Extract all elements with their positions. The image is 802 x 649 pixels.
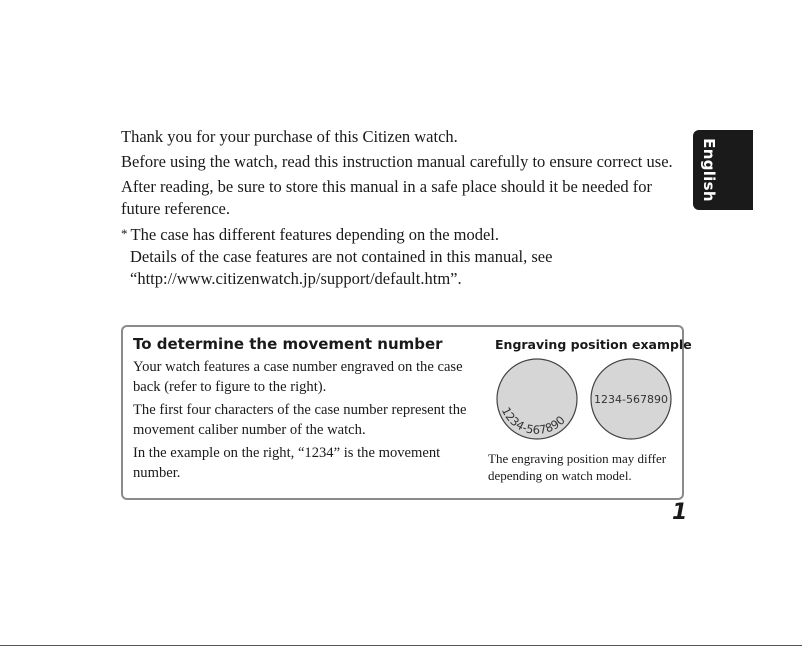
engraving-figure xyxy=(493,353,683,443)
movement-box-para-2: The first four characters of the case number represent the movement caliber number of the watch. xyxy=(133,402,467,438)
note-line-2: Details of the case features are not contained in this manual, see xyxy=(130,247,553,266)
case-features-note xyxy=(121,223,681,246)
movement-number-box xyxy=(121,325,692,500)
movement-box-para-3: In the example on the right, “1234” is the movement number. xyxy=(133,445,441,481)
note-asterisk: * xyxy=(121,226,128,241)
movement-box-title: To determine the movement number xyxy=(133,335,443,353)
language-tab-label: English xyxy=(700,138,718,202)
intro-text xyxy=(121,126,681,290)
page-number: 1 xyxy=(672,500,688,525)
note-line-3: “http://www.citizenwatch.jp/support/default.htm”. xyxy=(130,269,462,288)
movement-box-para-1: Your watch features a case number engraved on the case back (refer to figure to the right). xyxy=(133,359,463,395)
figure-caption: The engraving position may differ depending on watch model. xyxy=(488,451,667,483)
engraving-straight-text: 1234-567890 xyxy=(594,393,668,406)
intro-line-thanks: Thank you for your purchase of this Citizen watch. xyxy=(121,127,458,146)
engraving-curved-text: 1234-567890 xyxy=(498,404,568,437)
note-line-1: The case has different features depending on the model. xyxy=(130,225,500,244)
page-bottom-rule xyxy=(0,645,802,646)
intro-line-read-manual: Before using the watch, read this instruction manual carefully to ensure correct use. xyxy=(121,152,673,171)
intro-line-store-manual: After reading, be sure to store this manual in a safe place should it be needed for future reference. xyxy=(121,177,653,218)
movement-box-body xyxy=(133,357,481,486)
figure-title: Engraving position example xyxy=(495,337,692,352)
language-tab xyxy=(693,130,753,210)
